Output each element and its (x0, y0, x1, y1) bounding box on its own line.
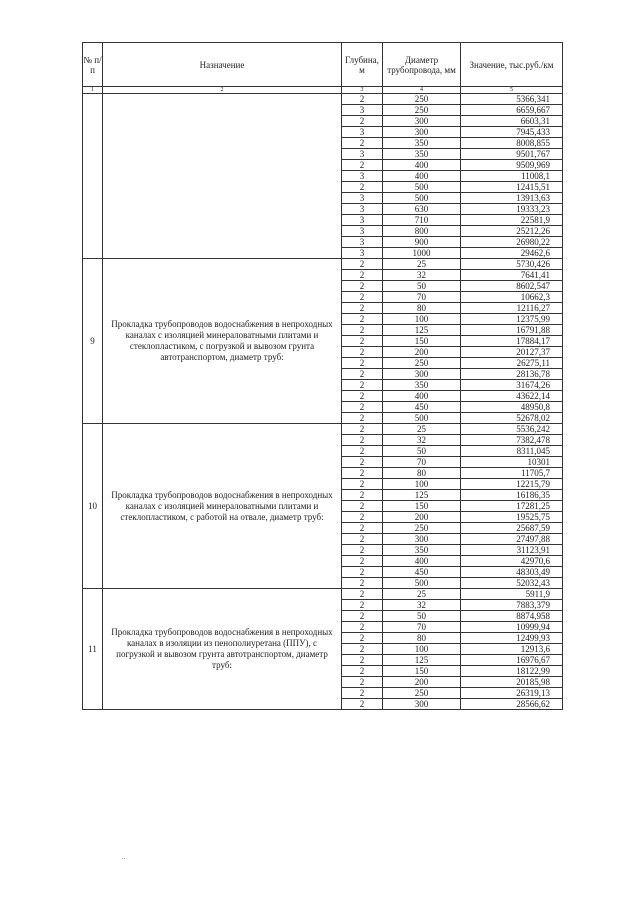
diameter-cell: 70 (383, 292, 461, 303)
diameter-cell: 300 (383, 369, 461, 380)
diameter-cell: 80 (383, 633, 461, 644)
header-depth: Глубина, м (342, 43, 383, 87)
value-cell: 7883,379 (461, 600, 563, 611)
value-cell: 5536,242 (461, 424, 563, 435)
column-number: 1 (83, 87, 103, 94)
depth-cell: 3 (342, 105, 383, 116)
diameter-cell: 32 (383, 270, 461, 281)
depth-cell: 3 (342, 149, 383, 160)
value-cell: 16976,67 (461, 655, 563, 666)
depth-cell: 2 (342, 369, 383, 380)
value-cell: 6659,667 (461, 105, 563, 116)
value-cell: 28136,78 (461, 369, 563, 380)
diameter-cell: 80 (383, 468, 461, 479)
value-cell: 17281,25 (461, 501, 563, 512)
depth-cell: 2 (342, 644, 383, 655)
depth-cell: 2 (342, 336, 383, 347)
column-number: 5 (461, 87, 563, 94)
depth-cell: 3 (342, 237, 383, 248)
depth-cell: 2 (342, 633, 383, 644)
diameter-cell: 350 (383, 545, 461, 556)
depth-cell: 2 (342, 292, 383, 303)
diameter-cell: 710 (383, 215, 461, 226)
value-cell: 52032,43 (461, 578, 563, 589)
depth-cell: 2 (342, 611, 383, 622)
value-cell: 52678,02 (461, 413, 563, 424)
diameter-cell: 200 (383, 347, 461, 358)
diameter-cell: 150 (383, 501, 461, 512)
value-cell: 5730,426 (461, 259, 563, 270)
diameter-cell: 300 (383, 127, 461, 138)
depth-cell: 2 (342, 446, 383, 457)
depth-cell: 2 (342, 380, 383, 391)
diameter-cell: 32 (383, 435, 461, 446)
value-cell: 25687,59 (461, 523, 563, 534)
depth-cell: 2 (342, 688, 383, 699)
depth-cell: 2 (342, 303, 383, 314)
diameter-cell: 400 (383, 171, 461, 182)
depth-cell: 2 (342, 534, 383, 545)
diameter-cell: 400 (383, 160, 461, 171)
diameter-cell: 450 (383, 567, 461, 578)
diameter-cell: 300 (383, 116, 461, 127)
table-row (83, 94, 563, 105)
value-cell: 12499,93 (461, 633, 563, 644)
depth-cell: 3 (342, 226, 383, 237)
depth-cell: 3 (342, 127, 383, 138)
row-number: 9 (83, 259, 103, 424)
depth-cell: 2 (342, 556, 383, 567)
header-value: Значение, тыс.руб./км (461, 43, 563, 87)
depth-cell: 3 (342, 248, 383, 259)
diameter-cell: 25 (383, 259, 461, 270)
value-cell: 7641,41 (461, 270, 563, 281)
diameter-cell: 200 (383, 677, 461, 688)
diameter-cell: 500 (383, 182, 461, 193)
diameter-cell: 80 (383, 303, 461, 314)
value-cell: 8311,045 (461, 446, 563, 457)
value-cell: 48950,8 (461, 402, 563, 413)
diameter-cell: 25 (383, 589, 461, 600)
diameter-cell: 300 (383, 534, 461, 545)
table-header (83, 43, 563, 94)
diameter-cell: 500 (383, 578, 461, 589)
depth-cell: 2 (342, 457, 383, 468)
value-cell: 9501,767 (461, 149, 563, 160)
value-cell: 9509,969 (461, 160, 563, 171)
diameter-cell: 150 (383, 666, 461, 677)
diameter-cell: 50 (383, 611, 461, 622)
header-diameter: Диаметр трубопровода, мм (383, 43, 461, 87)
depth-cell: 2 (342, 578, 383, 589)
diameter-cell: 350 (383, 149, 461, 160)
diameter-cell: 1000 (383, 248, 461, 259)
table-row (83, 589, 563, 600)
diameter-cell: 50 (383, 281, 461, 292)
value-cell: 8602,547 (461, 281, 563, 292)
value-cell: 8874,958 (461, 611, 563, 622)
value-cell: 18122,99 (461, 666, 563, 677)
value-cell: 27497,88 (461, 534, 563, 545)
value-cell: 43622,14 (461, 391, 563, 402)
value-cell: 12415,51 (461, 182, 563, 193)
depth-cell: 2 (342, 435, 383, 446)
diameter-cell: 300 (383, 699, 461, 710)
purpose-description: Прокладка трубопроводов водоснабжения в непроходных каналах с изоляцией минераловатными плитами и стеклопластиком, с работой на отвале, диаметр труб: (103, 424, 342, 589)
diameter-cell: 250 (383, 688, 461, 699)
depth-cell: 2 (342, 512, 383, 523)
depth-cell: 3 (342, 204, 383, 215)
value-cell: 26319,13 (461, 688, 563, 699)
value-cell: 48303,49 (461, 567, 563, 578)
value-cell: 10662,3 (461, 292, 563, 303)
depth-cell: 2 (342, 424, 383, 435)
column-number: 3 (342, 87, 383, 94)
diameter-cell: 400 (383, 391, 461, 402)
value-cell: 19525,75 (461, 512, 563, 523)
column-number: 2 (103, 87, 342, 94)
value-cell: 19333,23 (461, 204, 563, 215)
depth-cell: 2 (342, 138, 383, 149)
depth-cell: 2 (342, 281, 383, 292)
depth-cell: 2 (342, 479, 383, 490)
scan-mark (122, 858, 125, 862)
depth-cell: 2 (342, 182, 383, 193)
depth-cell: 2 (342, 413, 383, 424)
depth-cell: 2 (342, 391, 383, 402)
depth-cell: 2 (342, 490, 383, 501)
diameter-cell: 630 (383, 204, 461, 215)
table-row (83, 424, 563, 435)
value-cell: 12375,99 (461, 314, 563, 325)
value-cell: 5911,9 (461, 589, 563, 600)
diameter-cell: 50 (383, 446, 461, 457)
depth-cell: 2 (342, 402, 383, 413)
diameter-cell: 450 (383, 402, 461, 413)
value-cell: 5366,341 (461, 94, 563, 105)
depth-cell: 2 (342, 699, 383, 710)
value-cell: 12215,79 (461, 479, 563, 490)
diameter-cell: 500 (383, 413, 461, 424)
price-table (82, 42, 563, 710)
table-body (83, 94, 563, 710)
depth-cell: 2 (342, 314, 383, 325)
diameter-cell: 900 (383, 237, 461, 248)
depth-cell: 2 (342, 358, 383, 369)
depth-cell: 2 (342, 347, 383, 358)
value-cell: 26275,11 (461, 358, 563, 369)
value-cell: 17884,17 (461, 336, 563, 347)
diameter-cell: 150 (383, 336, 461, 347)
diameter-cell: 70 (383, 457, 461, 468)
depth-cell: 3 (342, 215, 383, 226)
purpose-description: Прокладка трубопроводов водоснабжения в непроходных каналах с изоляцией минераловатными плитами и стеклопластиком, с погрузкой и вывозом грунта автотранспортом, диаметр труб: (103, 259, 342, 424)
depth-cell: 2 (342, 160, 383, 171)
diameter-cell: 250 (383, 358, 461, 369)
row-number (83, 94, 103, 259)
table-row (83, 259, 563, 270)
depth-cell: 2 (342, 545, 383, 556)
diameter-cell: 500 (383, 193, 461, 204)
depth-cell: 2 (342, 116, 383, 127)
diameter-cell: 350 (383, 380, 461, 391)
depth-cell: 2 (342, 94, 383, 105)
value-cell: 11705,7 (461, 468, 563, 479)
diameter-cell: 250 (383, 523, 461, 534)
depth-cell: 2 (342, 666, 383, 677)
value-cell: 10301 (461, 457, 563, 468)
value-cell: 7945,433 (461, 127, 563, 138)
value-cell: 8008,855 (461, 138, 563, 149)
header-purpose: Назначение (103, 43, 342, 87)
value-cell: 6603,31 (461, 116, 563, 127)
value-cell: 11008,1 (461, 171, 563, 182)
value-cell: 20127,37 (461, 347, 563, 358)
depth-cell: 2 (342, 501, 383, 512)
diameter-cell: 200 (383, 512, 461, 523)
value-cell: 29462,6 (461, 248, 563, 259)
value-cell: 16791,88 (461, 325, 563, 336)
diameter-cell: 125 (383, 325, 461, 336)
depth-cell: 2 (342, 655, 383, 666)
depth-cell: 2 (342, 325, 383, 336)
value-cell: 10999,94 (461, 622, 563, 633)
purpose-description (103, 94, 342, 259)
diameter-cell: 250 (383, 105, 461, 116)
diameter-cell: 100 (383, 314, 461, 325)
column-number: 4 (383, 87, 461, 94)
diameter-cell: 100 (383, 644, 461, 655)
value-cell: 12913,6 (461, 644, 563, 655)
diameter-cell: 125 (383, 655, 461, 666)
row-number: 10 (83, 424, 103, 589)
value-cell: 25212,26 (461, 226, 563, 237)
header-number: № п/п (83, 43, 103, 87)
purpose-description: Прокладка трубопроводов водоснабжения в непроходных каналах в изоляции из пенополиуретана (ППУ), с погрузкой и вывозом грунта автотранспортом, диаметр труб: (103, 589, 342, 710)
value-cell: 7382,478 (461, 435, 563, 446)
depth-cell: 2 (342, 523, 383, 534)
depth-cell: 2 (342, 589, 383, 600)
diameter-cell: 125 (383, 490, 461, 501)
depth-cell: 2 (342, 567, 383, 578)
value-cell: 13913,63 (461, 193, 563, 204)
depth-cell: 2 (342, 600, 383, 611)
value-cell: 22581,9 (461, 215, 563, 226)
diameter-cell: 70 (383, 622, 461, 633)
value-cell: 31674,26 (461, 380, 563, 391)
diameter-cell: 800 (383, 226, 461, 237)
value-cell: 31123,91 (461, 545, 563, 556)
depth-cell: 2 (342, 270, 383, 281)
diameter-cell: 32 (383, 600, 461, 611)
diameter-cell: 25 (383, 424, 461, 435)
depth-cell: 2 (342, 468, 383, 479)
depth-cell: 3 (342, 193, 383, 204)
depth-cell: 3 (342, 171, 383, 182)
diameter-cell: 250 (383, 94, 461, 105)
document-page (82, 42, 562, 710)
diameter-cell: 350 (383, 138, 461, 149)
diameter-cell: 100 (383, 479, 461, 490)
column-number-row (83, 87, 563, 94)
row-number: 11 (83, 589, 103, 710)
depth-cell: 2 (342, 677, 383, 688)
value-cell: 16186,35 (461, 490, 563, 501)
value-cell: 42970,6 (461, 556, 563, 567)
value-cell: 28566,62 (461, 699, 563, 710)
value-cell: 26980,22 (461, 237, 563, 248)
diameter-cell: 400 (383, 556, 461, 567)
value-cell: 20185,98 (461, 677, 563, 688)
value-cell: 12116,27 (461, 303, 563, 314)
depth-cell: 2 (342, 259, 383, 270)
depth-cell: 2 (342, 622, 383, 633)
